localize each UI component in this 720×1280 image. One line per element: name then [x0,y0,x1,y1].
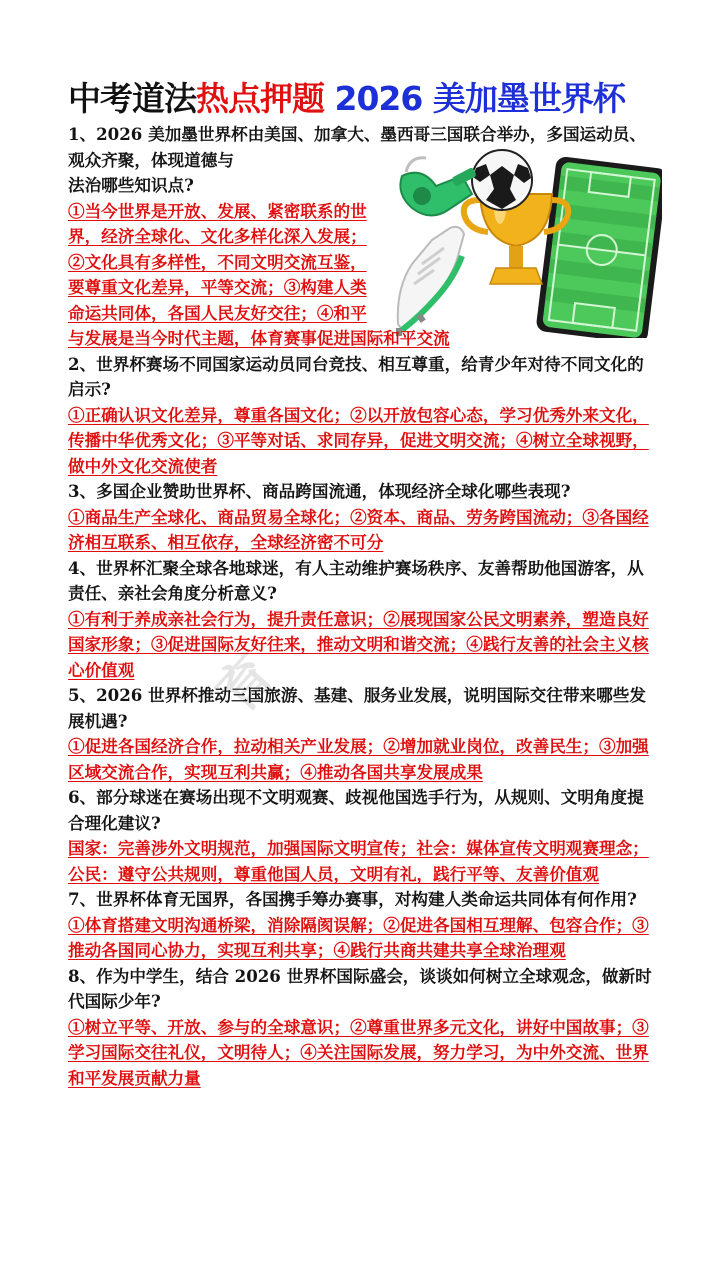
question-item-8 [68,964,652,1092]
answer-6-text: 国家：完善涉外文明规范，加强国际文明宣传；社会：媒体宣传文明观赛理念；公民：遵守公共规则，尊重他国人员，文明有礼，践行平等、友善价值观 [68,838,649,884]
question-item-6 [68,785,652,887]
answer-3-text: ①商品生产全球化、商品贸易全球化；②资本、商品、劳务跨国流动；③各国经济相互联系、相互依存，全球经济密不可分 [68,506,649,552]
question-item-7 [68,887,652,964]
question-6-text: 6、部分球迷在赛场出现不文明观赛、歧视他国选手行为，从规则、文明角度提合理化建议? [68,787,644,833]
question-4-text: 4、世界杯汇聚全球各地球迷，有人主动维护赛场秩序、友善帮助他国游客，从责任、亲社会角度分析意义? [68,557,644,603]
watermark: 育 [204,637,292,725]
title-part-blue: 2026 美加墨世界杯 [334,79,625,118]
question-item-4 [68,556,652,684]
question-1-text-cont: 法治哪些知识点? [68,175,194,195]
question-5-text: 5、2026 世界杯推动三国旅游、基建、服务业发展，说明国际交往带来哪些发展机遇? [68,685,646,731]
question-list [68,122,652,1091]
title-part-red: 热点押题 [196,79,324,118]
answer-1-text: ①当今世界是开放、发展、紧密联系的世界，经济全球化、文化多样化深入发展；②文化具有多样性，不同文明交流互鉴，要尊重文化差异，平等交流；③构建人类命运共同体，各国人民友好交往；④和平 [68,200,367,323]
title-part-black: 中考道法 [68,79,196,118]
answer-8-text: ①树立平等、开放、参与的全球意识；②尊重世界多元文化，讲好中国故事；③学习国际交往礼仪，文明待人；④关注国际发展，努力学习，为中外交流、世界和平发展贡献力量 [68,1016,649,1088]
question-2-text: 2、世界杯赛场不同国家运动员同台竞技、相互尊重，给青少年对待不同文化的启示? [68,353,644,399]
question-item-1 [68,122,652,352]
answer-7-text: ①体育搭建文明沟通桥梁，消除隔阂误解；②促进各国相互理解、包容合作；③推动各国同心协力，实现互利共享；④践行共商共建共享全球治理观 [68,914,649,960]
question-3-text: 3、多国企业赞助世界杯、商品跨国流通，体现经济全球化哪些表现? [68,481,571,501]
page-title [68,74,668,124]
answer-5-text: ①促进各国经济合作，拉动相关产业发展；②增加就业岗位，改善民生；③加强区域交流合作，实现互利共赢；④推动各国共享发展成果 [68,736,649,782]
question-1-text: 1、2026 美加墨世界杯由美国、加拿大、墨西哥三国联合举办，多国运动员、观众齐聚，体现道德与 [68,124,646,170]
answer-4-text: ①有利于养成亲社会行为，提升责任意识；②展现国家公民文明素养，塑造良好国家形象；③促进国际友好往来，推动文明和谐交流；④践行友善的社会主义核心价值观 [68,608,649,680]
answer-1-text-cont: 与发展是当今时代主题，体育赛事促进国际和平交流 [68,328,450,348]
question-item-3 [68,479,652,556]
question-7-text: 7、世界杯体育无国界，各国携手筹办赛事，对构建人类命运共同体有何作用? [68,889,637,909]
question-8-text: 8、作为中学生，结合 2026 世界杯国际盛会，谈谈如何树立全球观念，做新时代国际少年? [68,965,652,1011]
answer-2-text: ①正确认识文化差异，尊重各国文化；②以开放包容心态，学习优秀外来文化，传播中华优秀文化；③平等对话、求同存异，促进文明交流；④树立全球视野，做中外文化交流使者 [68,404,649,476]
question-item-5 [68,683,652,785]
question-item-2 [68,352,652,480]
